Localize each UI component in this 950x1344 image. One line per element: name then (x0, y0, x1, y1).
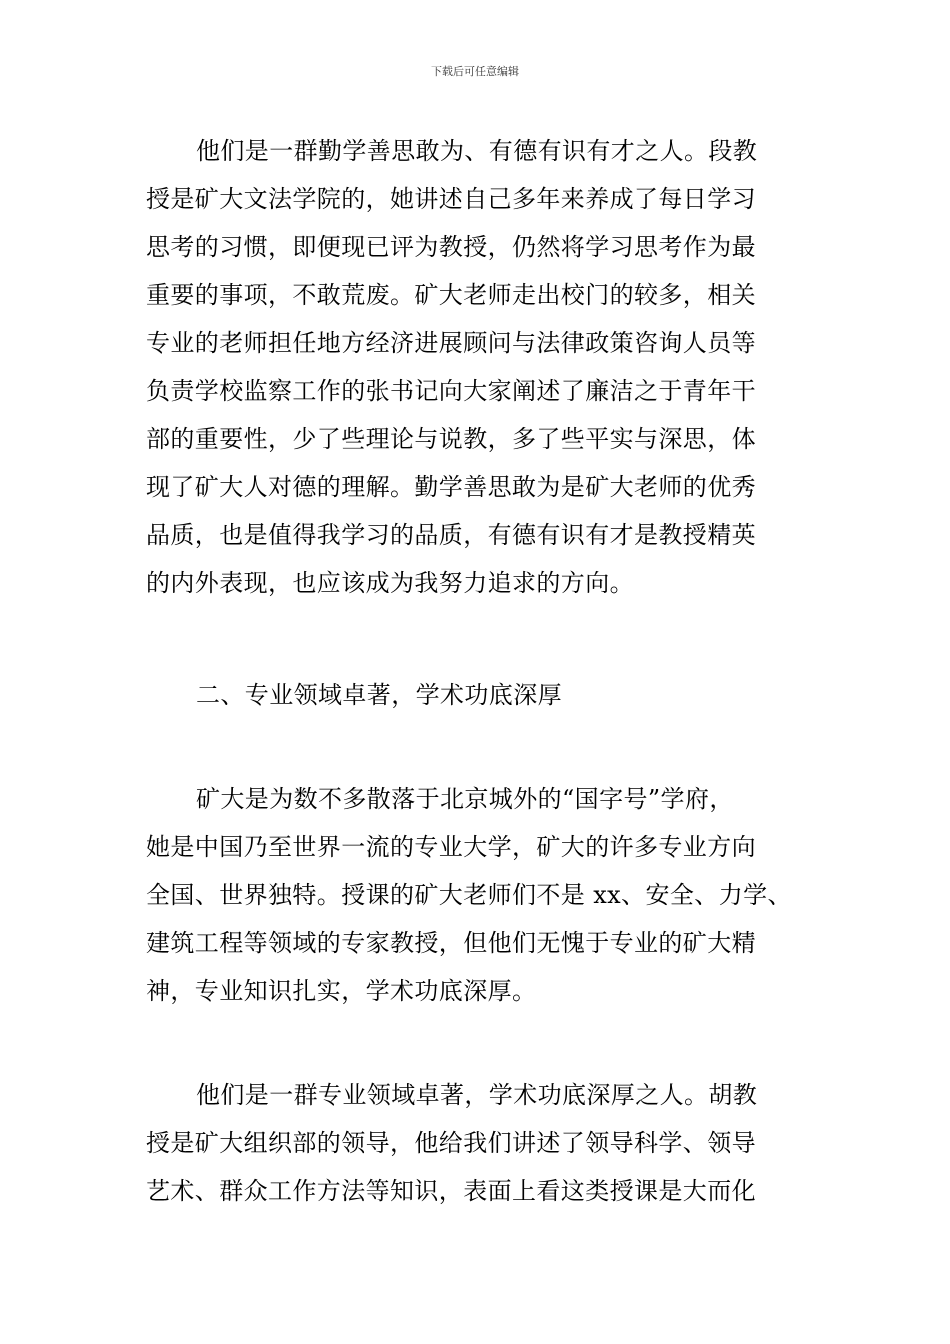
paragraph-1-line-6: 负责学校监察工作的张书记向大家阐述了廉洁之于青年干 (146, 377, 756, 405)
paragraph-2-line-5: 神，专业知识扎实，学术功底深厚。 (146, 977, 537, 1005)
paragraph-3-line-2: 授是矿大组织部的领导，他给我们讲述了领导科学、领导 (146, 1129, 756, 1157)
paragraph-1-line-10: 的内外表现，也应该成为我努力追求的方向。 (146, 569, 634, 597)
paragraph-2-line-3: 全国、世界独特。授课的矿大老师们不是 xx、安全、力学、 (146, 881, 792, 909)
paragraph-1-line-2: 授是矿大文法学院的，她讲述自己多年来养成了每日学习 (146, 185, 756, 213)
paragraph-1-line-9: 品质，也是值得我学习的品质，有德有识有才是教授精英 (146, 521, 756, 549)
paragraph-3-line-3: 艺术、群众工作方法等知识，表面上看这类授课是大而化 (146, 1177, 756, 1205)
paragraph-2-line-2: 她是中国乃至世界一流的专业大学，矿大的许多专业方向 (146, 833, 756, 861)
paragraph-3-line-1: 他们是一群专业领域卓著，学术功底深厚之人。胡教 (196, 1081, 758, 1109)
paragraph-2-line-1: 矿大是为数不多散落于北京城外的“国字号”学府， (196, 785, 734, 813)
paragraph-1-line-5: 专业的老师担任地方经济进展顾问与法律政策咨询人员等 (146, 329, 756, 357)
paragraph-1-line-1: 他们是一群勤学善思敢为、有德有识有才之人。段教 (196, 137, 758, 165)
header-note: 下载后可任意编辑 (431, 65, 519, 78)
section-heading: 二、专业领域卓著，学术功底深厚 (196, 681, 562, 709)
paragraph-1-line-8: 现了矿大人对德的理解。勤学善思敢为是矿大老师的优秀 (146, 473, 756, 501)
paragraph-2-line-4: 建筑工程等领域的专家教授，但他们无愧于专业的矿大精 (146, 929, 756, 957)
paragraph-1-line-7: 部的重要性，少了些理论与说教，多了些平实与深思，体 (146, 425, 756, 453)
paragraph-1-line-3: 思考的习惯，即便现已评为教授，仍然将学习思考作为最 (146, 233, 756, 261)
paragraph-1-line-4: 重要的事项，不敢荒废。矿大老师走出校门的较多，相关 (146, 281, 756, 309)
